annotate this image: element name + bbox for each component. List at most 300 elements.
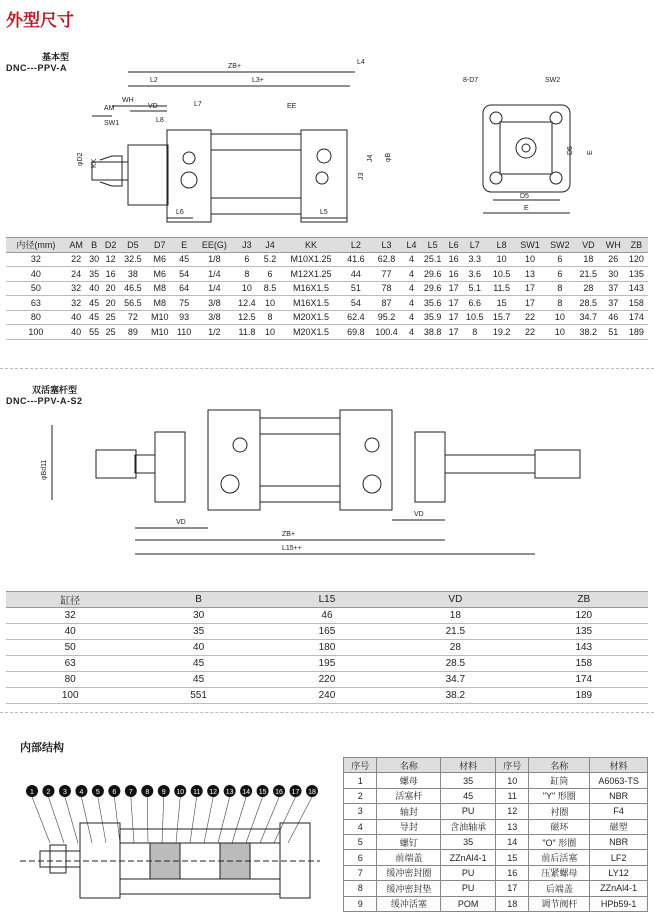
column-header: L6: [446, 238, 461, 253]
svg-text:EE: EE: [287, 103, 297, 110]
table-cell: 29.6: [419, 281, 446, 296]
table-cell: 6: [234, 252, 261, 267]
svg-text:SW2: SW2: [545, 77, 561, 84]
table-cell: 18: [495, 896, 528, 911]
section1-title: 基本型: [42, 53, 70, 63]
table-cell: 35: [441, 773, 496, 788]
table-cell: 3: [344, 804, 377, 819]
table-cell: 17: [495, 881, 528, 896]
table-cell: LF2: [590, 850, 648, 865]
table-cell: 8.5: [260, 281, 279, 296]
svg-text:AM: AM: [104, 105, 115, 112]
table-cell: 缓冲密封垫: [377, 881, 441, 896]
callout-label: 16: [275, 789, 283, 796]
callout-label: 1: [30, 789, 34, 796]
table-cell: 143: [625, 281, 648, 296]
table-cell: 64: [173, 281, 195, 296]
table-cell: 前后活塞: [529, 850, 590, 865]
table-cell: 16: [102, 267, 120, 282]
table-cell: 2: [344, 788, 377, 803]
table-cell: 40: [66, 325, 87, 340]
table-cell: 30: [134, 608, 262, 624]
callout-leader: [114, 797, 120, 843]
table-cell: 40: [134, 640, 262, 656]
table-cell: M6: [146, 267, 173, 282]
callout-label: 5: [95, 789, 100, 796]
table-cell: 25: [102, 325, 120, 340]
table-cell: 100.4: [369, 325, 404, 340]
column-header: 材料: [441, 758, 496, 773]
table-row: [6, 325, 648, 340]
column-header: 材料: [590, 758, 648, 773]
table-cell: 63: [6, 296, 66, 311]
section2-code: DNC---PPV-A-S2: [6, 396, 83, 406]
table-cell: 135: [520, 624, 648, 640]
table-cell: 32: [6, 608, 134, 624]
column-header: 名称: [529, 758, 590, 773]
table-cell: 10: [545, 325, 575, 340]
table-row: [6, 296, 648, 311]
front-cap-outline: [128, 145, 168, 205]
table-cell: 活塞杆: [377, 788, 441, 803]
table-row: [6, 640, 648, 656]
table-cell: 1/2: [195, 325, 233, 340]
table-row: [6, 688, 648, 704]
column-header: B: [134, 592, 262, 608]
table-cell: 46.5: [119, 281, 146, 296]
table-row: [344, 850, 648, 865]
table-cell: PU: [441, 865, 496, 880]
column-header: 序号: [495, 758, 528, 773]
table-cell: M16X1.5: [280, 281, 343, 296]
callout-leader: [162, 797, 164, 843]
table-cell: 69.8: [342, 325, 369, 340]
table-row: [344, 865, 648, 880]
callout-leader: [65, 797, 78, 843]
table-cell: 16: [495, 865, 528, 880]
svg-text:VD: VD: [148, 103, 158, 110]
table-cell: 10: [515, 252, 545, 267]
table-cell: 10: [545, 310, 575, 325]
table-cell: 120: [625, 252, 648, 267]
double-rod-drawing: [0, 400, 654, 570]
column-header: L3: [369, 238, 404, 253]
table-cell: 28: [575, 281, 602, 296]
table-row: [6, 608, 648, 624]
svg-text:8-D7: 8-D7: [463, 77, 479, 84]
table-cell: 180: [263, 640, 391, 656]
table-cell: NBR: [590, 834, 648, 849]
table-cell: A6063-TS: [590, 773, 648, 788]
table-cell: 46: [602, 310, 625, 325]
table-cell: 8: [545, 296, 575, 311]
table-cell: 10: [260, 296, 279, 311]
callout-label: 18: [308, 789, 316, 796]
table-cell: 37: [602, 281, 625, 296]
table-cell: 45: [173, 252, 195, 267]
table-cell: 551: [134, 688, 262, 704]
svg-text:L6: L6: [176, 209, 184, 216]
table-cell: 3.6: [461, 267, 488, 282]
callout-leader: [246, 797, 263, 843]
table-cell: 19.2: [488, 325, 515, 340]
callout-label: 6: [112, 789, 117, 796]
table-cell: M20X1.5: [280, 325, 343, 340]
table-cell: M10: [146, 325, 173, 340]
table-cell: 44: [342, 267, 369, 282]
table-cell: 37: [602, 296, 625, 311]
basic-type-dimension-table: [6, 237, 648, 340]
table-cell: 40: [86, 281, 101, 296]
table-cell: 32: [6, 252, 66, 267]
table-cell: 12.4: [234, 296, 261, 311]
column-header: ZB: [520, 592, 648, 608]
table-row: [344, 788, 648, 803]
table-row: [344, 819, 648, 834]
double-rod-dimension-table: [6, 591, 648, 704]
callout-label: 7: [128, 789, 133, 796]
column-header: SW1: [515, 238, 545, 253]
callout-label: 17: [291, 789, 300, 796]
callout-label: 10: [176, 789, 185, 796]
table-cell: 17: [446, 310, 461, 325]
table-cell: 螺母: [377, 773, 441, 788]
table-cell: 15.7: [488, 310, 515, 325]
column-header: D5: [119, 238, 146, 253]
section-divider: [0, 712, 654, 713]
column-header: L7: [461, 238, 488, 253]
column-header: E: [173, 238, 195, 253]
column-header: KK: [280, 238, 343, 253]
table-cell: 38.2: [575, 325, 602, 340]
table-cell: 3.3: [461, 252, 488, 267]
table-cell: M10: [146, 310, 173, 325]
table-cell: 22: [515, 325, 545, 340]
table-cell: 77: [369, 267, 404, 282]
svg-text:L2: L2: [150, 77, 158, 84]
table-cell: F4: [590, 804, 648, 819]
column-header: EE(G): [195, 238, 233, 253]
table-cell: 174: [625, 310, 648, 325]
table-header-row: [6, 238, 648, 253]
table-cell: 135: [625, 267, 648, 282]
table-cell: 40: [6, 624, 134, 640]
svg-text:ZB+: ZB+: [282, 531, 296, 538]
table-cell: 45: [134, 672, 262, 688]
table-cell: 95.2: [369, 310, 404, 325]
table-cell: 20: [102, 281, 120, 296]
table-cell: ZZnAl4-1: [590, 881, 648, 896]
column-header: L15: [263, 592, 391, 608]
table-row: [6, 672, 648, 688]
callout-leader: [288, 797, 312, 843]
table-cell: 6: [344, 850, 377, 865]
table-cell: M8: [146, 296, 173, 311]
table-cell: PU: [441, 881, 496, 896]
table-cell: 导封: [377, 819, 441, 834]
table-cell: 62.8: [369, 252, 404, 267]
table-cell: 12: [495, 804, 528, 819]
table-cell: 7: [344, 865, 377, 880]
svg-text:L4: L4: [357, 59, 365, 66]
table-row: [344, 834, 648, 849]
table-cell: NBR: [590, 788, 648, 803]
svg-text:KK: KK: [91, 158, 98, 168]
table-cell: 143: [520, 640, 648, 656]
table-cell: 15: [495, 850, 528, 865]
table-cell: 磁环: [529, 819, 590, 834]
table-cell: 12: [102, 252, 120, 267]
table-cell: 8: [461, 325, 488, 340]
table-cell: 22: [515, 310, 545, 325]
table-cell: 25.1: [419, 252, 446, 267]
column-header: ZB: [625, 238, 648, 253]
column-header: D2: [102, 238, 120, 253]
svg-text:J3: J3: [358, 172, 365, 180]
table-cell: 78: [369, 281, 404, 296]
column-header: J3: [234, 238, 261, 253]
table-cell: 8: [344, 881, 377, 896]
svg-text:L8: L8: [156, 117, 164, 124]
table-cell: 75: [173, 296, 195, 311]
column-header: 内径(mm): [6, 238, 66, 253]
table-header-row: [6, 592, 648, 608]
table-cell: 缓冲密封圈: [377, 865, 441, 880]
front-head: [167, 130, 211, 222]
table-cell: 17: [446, 296, 461, 311]
table-cell: 磁塑: [590, 819, 648, 834]
section1-code: DNC---PPV-A: [6, 63, 67, 73]
table-cell: 5: [344, 834, 377, 849]
table-cell: 螺钉: [377, 834, 441, 849]
table-cell: 16: [446, 267, 461, 282]
svg-text:E: E: [587, 150, 594, 155]
table-cell: 10: [260, 325, 279, 340]
table-header-row: [344, 758, 648, 773]
table-row: [6, 252, 648, 267]
table-cell: 189: [520, 688, 648, 704]
table-cell: "Y" 形圈: [529, 788, 590, 803]
table-cell: 压紧螺母: [529, 865, 590, 880]
table-cell: 4: [404, 252, 419, 267]
table-cell: 240: [263, 688, 391, 704]
table-cell: 54: [173, 267, 195, 282]
table-cell: 120: [520, 608, 648, 624]
table-cell: 80: [6, 310, 66, 325]
table-cell: 17: [446, 281, 461, 296]
section2-title: 双活塞杆型: [32, 386, 78, 396]
table-cell: 6.6: [461, 296, 488, 311]
table-cell: 62.4: [342, 310, 369, 325]
table-cell: 63: [6, 656, 134, 672]
table-cell: 21.5: [391, 624, 519, 640]
table-cell: PU: [441, 804, 496, 819]
callout-leader: [131, 797, 134, 843]
svg-text:L3+: L3+: [252, 77, 264, 84]
internal-structure-drawing: [20, 783, 335, 903]
table-cell: M6: [146, 252, 173, 267]
callout-leader: [32, 797, 50, 843]
callout-leader: [98, 797, 106, 843]
table-row: [6, 281, 648, 296]
table-cell: 17: [515, 296, 545, 311]
column-header: L4: [404, 238, 419, 253]
table-cell: 1/8: [195, 252, 233, 267]
table-cell: 89: [119, 325, 146, 340]
table-cell: 5.1: [461, 281, 488, 296]
svg-text:WH: WH: [122, 97, 134, 104]
table-cell: 含油轴承: [441, 819, 496, 834]
table-cell: 11.5: [488, 281, 515, 296]
table-cell: 9: [344, 896, 377, 911]
table-cell: M10X1.25: [280, 252, 343, 267]
table-cell: LY12: [590, 865, 648, 880]
table-cell: 220: [263, 672, 391, 688]
section3-title: 内部结构: [20, 741, 64, 754]
table-cell: 4: [404, 296, 419, 311]
column-header: VD: [575, 238, 602, 253]
table-cell: 20: [102, 296, 120, 311]
table-cell: M8: [146, 281, 173, 296]
svg-text:ZB+: ZB+: [228, 63, 242, 70]
table-cell: 35.6: [419, 296, 446, 311]
table-cell: 28.5: [575, 296, 602, 311]
table-cell: 21.5: [575, 267, 602, 282]
table-cell: 54: [342, 296, 369, 311]
table-cell: M20X1.5: [280, 310, 343, 325]
table-cell: 12.5: [234, 310, 261, 325]
table-cell: 35: [86, 267, 101, 282]
table-cell: 调节阀杆: [529, 896, 590, 911]
table-cell: 8: [260, 310, 279, 325]
table-cell: ZZnAl4-1: [441, 850, 496, 865]
column-header: AM: [66, 238, 87, 253]
table-cell: 45: [86, 310, 101, 325]
table-cell: 29.6: [419, 267, 446, 282]
table-cell: 1: [344, 773, 377, 788]
column-header: L2: [342, 238, 369, 253]
table-cell: 6: [545, 252, 575, 267]
table-cell: 11.8: [234, 325, 261, 340]
section-divider: [0, 368, 654, 369]
table-cell: 11: [495, 788, 528, 803]
parts-list-table: [343, 757, 648, 912]
callout-leader: [48, 797, 64, 843]
table-cell: 110: [173, 325, 195, 340]
table-row: [344, 773, 648, 788]
table-cell: 22: [66, 252, 87, 267]
table-cell: 28.5: [391, 656, 519, 672]
table-cell: 6: [545, 267, 575, 282]
table-cell: 3/8: [195, 296, 233, 311]
table-cell: 100: [6, 325, 66, 340]
column-header: VD: [391, 592, 519, 608]
table-cell: 189: [625, 325, 648, 340]
callout-label: 3: [62, 789, 67, 796]
table-cell: 50: [6, 640, 134, 656]
column-header: J4: [260, 238, 279, 253]
table-cell: 4: [404, 325, 419, 340]
column-header: 名称: [377, 758, 441, 773]
table-cell: 35: [441, 834, 496, 849]
table-cell: 缸筒: [529, 773, 590, 788]
table-cell: 38: [119, 267, 146, 282]
column-header: B: [86, 238, 101, 253]
table-cell: 10: [488, 252, 515, 267]
svg-text:VD: VD: [176, 519, 186, 526]
table-row: [6, 310, 648, 325]
table-cell: 轴封: [377, 804, 441, 819]
table-cell: 158: [625, 296, 648, 311]
callout-label: 8: [145, 789, 150, 796]
table-cell: 1/4: [195, 281, 233, 296]
table-cell: 195: [263, 656, 391, 672]
table-cell: 后端盖: [529, 881, 590, 896]
table-cell: 30: [86, 252, 101, 267]
svg-text:φB: φB: [385, 152, 392, 162]
table-cell: 17: [515, 281, 545, 296]
column-header: 序号: [344, 758, 377, 773]
table-cell: 8: [545, 281, 575, 296]
svg-text:VD: VD: [414, 511, 424, 518]
table-cell: 缓冲活塞: [377, 896, 441, 911]
table-cell: 40: [66, 310, 87, 325]
table-cell: 10: [495, 773, 528, 788]
callout-label: 11: [193, 789, 201, 796]
column-header: 缸径: [6, 592, 134, 608]
callout-label: 4: [79, 789, 84, 796]
table-cell: 55: [86, 325, 101, 340]
svg-text:J4: J4: [367, 154, 374, 162]
table-cell: 24: [66, 267, 87, 282]
table-cell: 18: [391, 608, 519, 624]
svg-text:L7: L7: [194, 101, 202, 108]
table-cell: 15: [488, 296, 515, 311]
table-cell: 28: [391, 640, 519, 656]
svg-text:D5: D5: [567, 146, 574, 155]
table-cell: 50: [6, 281, 66, 296]
svg-text:L15++: L15++: [282, 545, 302, 552]
table-cell: 80: [6, 672, 134, 688]
svg-text:L5: L5: [320, 209, 328, 216]
table-cell: 51: [342, 281, 369, 296]
callout-leader: [260, 797, 279, 843]
table-cell: 3/8: [195, 310, 233, 325]
table-cell: 5.2: [260, 252, 279, 267]
svg-text:SW1: SW1: [104, 120, 120, 127]
callout-leader: [274, 797, 296, 843]
svg-text:φD2: φD2: [77, 152, 84, 166]
svg-text:D5: D5: [520, 193, 529, 200]
table-row: [6, 267, 648, 282]
table-cell: 93: [173, 310, 195, 325]
table-cell: 26: [602, 252, 625, 267]
table-cell: 72: [119, 310, 146, 325]
table-cell: HPb59-1: [590, 896, 648, 911]
table-cell: 10.5: [461, 310, 488, 325]
table-cell: "O" 形圈: [529, 834, 590, 849]
table-cell: 13: [515, 267, 545, 282]
table-cell: 前端盖: [377, 850, 441, 865]
table-row: [344, 896, 648, 911]
table-cell: 衬圈: [529, 804, 590, 819]
table-cell: POM: [441, 896, 496, 911]
page-title: 外型尺寸: [6, 11, 74, 31]
table-cell: 30: [602, 267, 625, 282]
table-cell: 25: [102, 310, 120, 325]
callout-leader: [147, 797, 148, 843]
callout-leader: [204, 797, 213, 843]
